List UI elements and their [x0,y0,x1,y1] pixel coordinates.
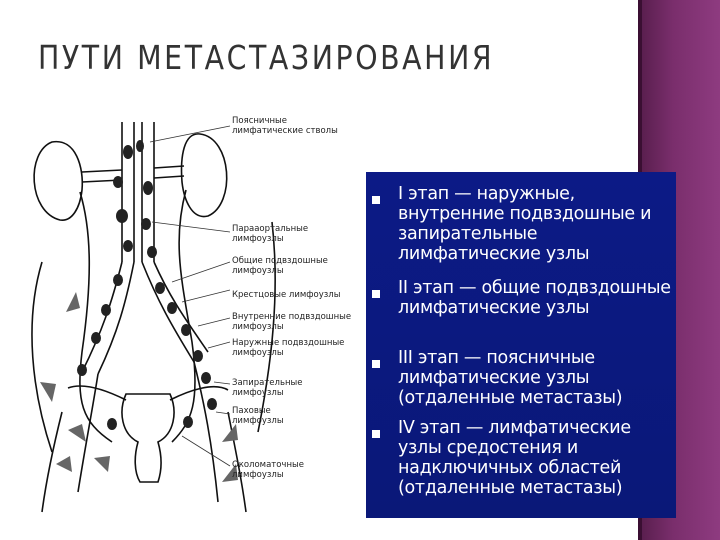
slide-title: ПУТИ МЕТАСТАЗИРОВАНИЯ [38,38,495,77]
label-lumbar-trunks: Поясничные лимфатические стволы [232,116,338,136]
label-internal-iliac-nodes: Внутренние подвздошные лимфоузлы [232,312,352,332]
stage-text: IV этап — лимфатические узлы средостения и надключичных областей (отдаленные метастазы) [398,418,631,498]
bullet-square-icon [372,430,380,438]
stage-text: III этап — поясничные лимфатические узлы (отдаленные метастазы) [398,348,623,408]
label-common-iliac-nodes: Общие подвздошные лимфоузлы [232,256,328,276]
bullet-square-icon [372,360,380,368]
bullet-square-icon [372,290,380,298]
label-external-iliac-nodes: Наружные подвздошные лимфоузлы [232,338,345,358]
stages-box [366,172,676,518]
label-obturator-nodes: Запирательные лимфоузлы [232,378,303,398]
bullet-square-icon [372,196,380,204]
label-inguinal-nodes: Паховые лимфоузлы [232,406,284,426]
anatomy-illustration [22,112,368,514]
stage-text: I этап — наружные, внутренние подвздошные и запирательные лимфатические узлы [398,184,652,264]
left-kidney [34,142,82,221]
uterus [122,394,174,482]
stage-text: II этап — общие подвздошные лимфатические узлы [398,278,671,318]
label-periuterine-nodes: Околоматочные лимфоузлы [232,460,304,480]
right-kidney [182,134,227,217]
label-paraaortic-nodes: Парааортальные лимфоузлы [232,224,309,244]
label-sacral-nodes: Крестцовые лимфоузлы [232,290,341,300]
